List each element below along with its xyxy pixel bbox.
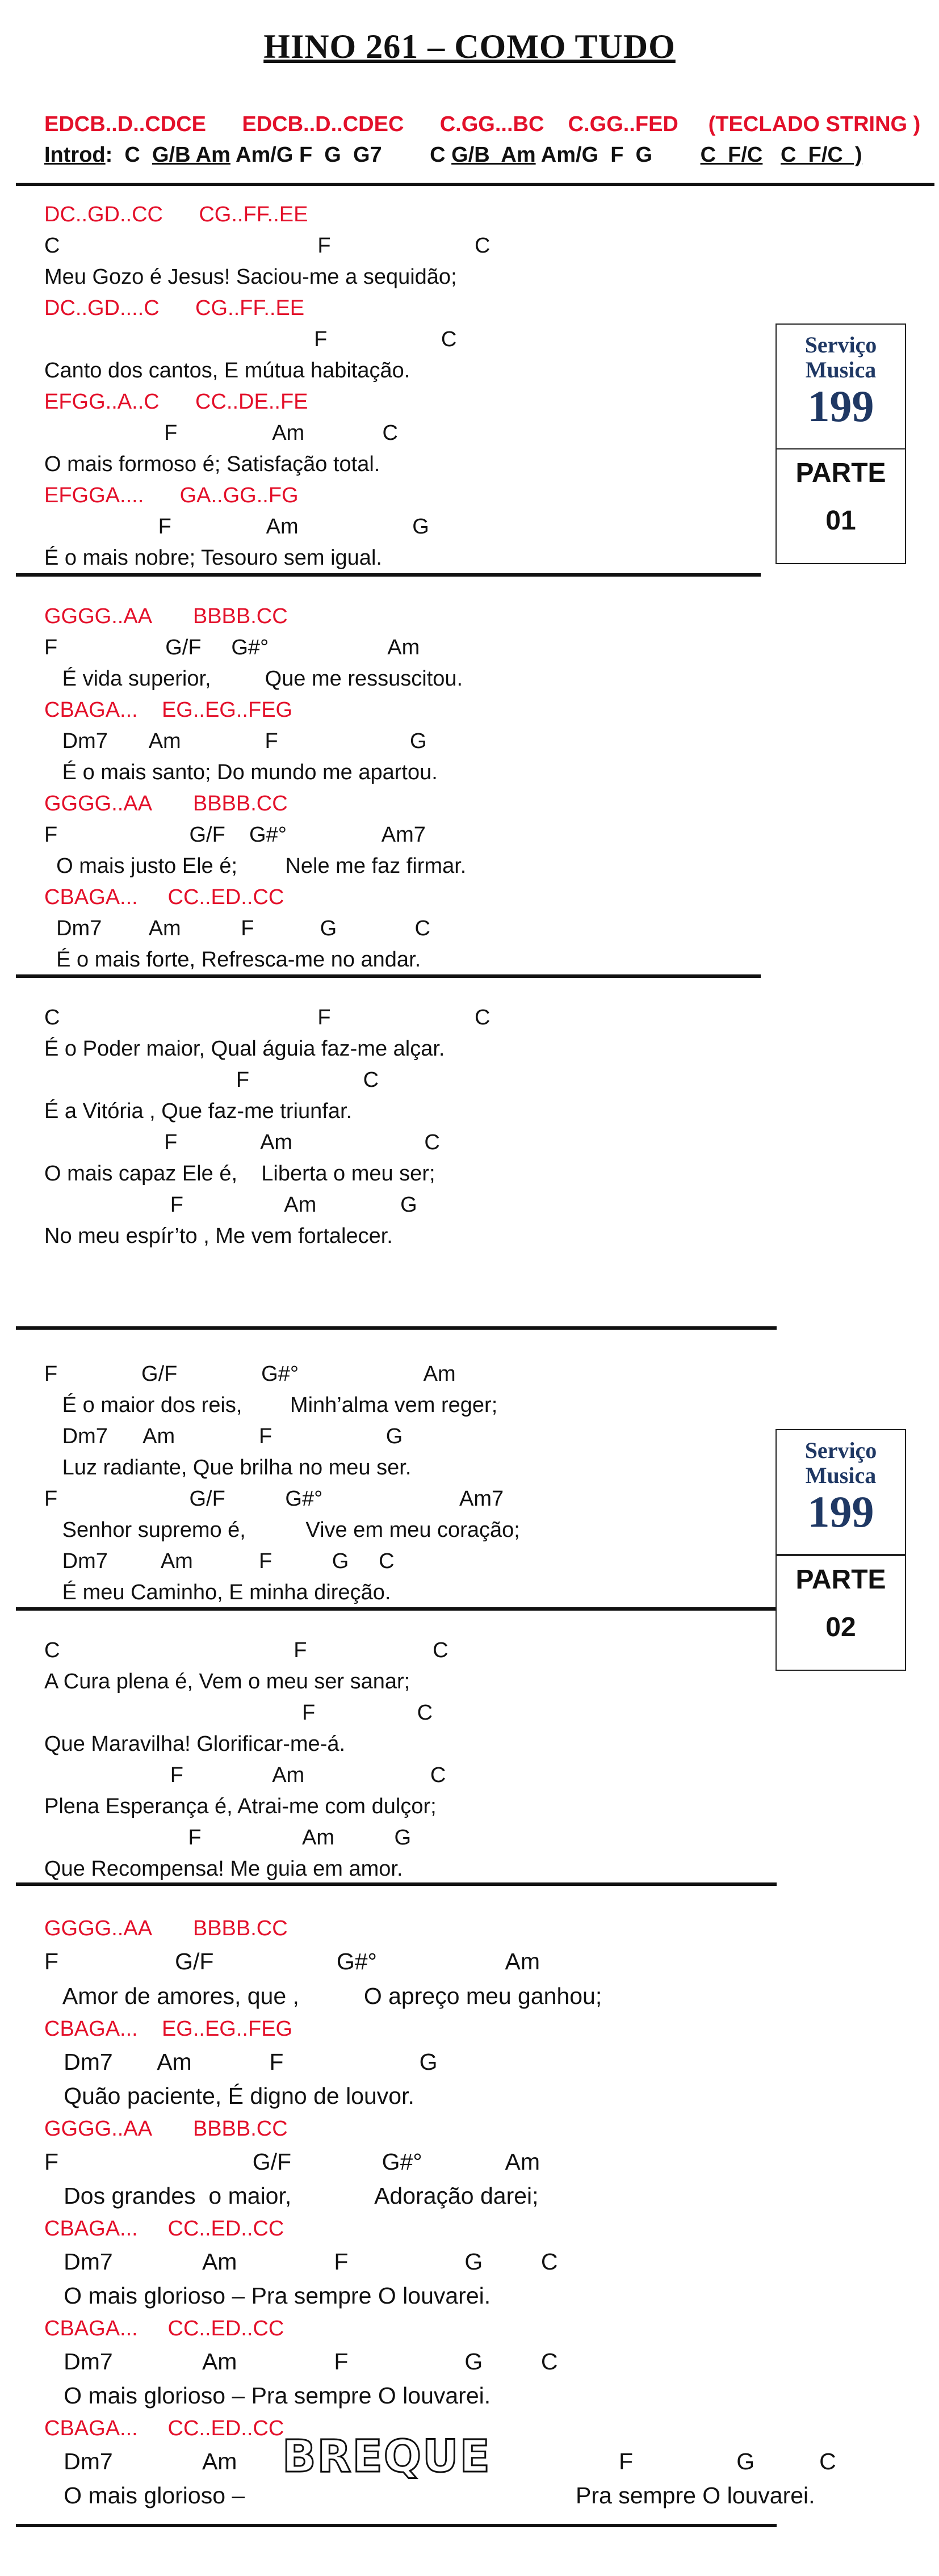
chord-line: Dm7 Am F G xyxy=(44,729,427,753)
lyric-line: O mais glorioso – Pra sempre O louvarei. xyxy=(44,2283,491,2309)
intro-chord-part: : C xyxy=(105,143,152,167)
breque-label: BREQUE xyxy=(282,2431,491,2482)
note-line: CBAGA... CC..ED..CC xyxy=(44,885,284,909)
lyric-line: Amor de amores, que , O apreço meu ganhou; xyxy=(44,1983,602,2009)
intro-chord-part: G/B Am xyxy=(152,143,230,167)
chord-line: C F C xyxy=(44,1638,448,1662)
chord-line: F C xyxy=(44,1068,379,1092)
intro-label: Introd xyxy=(44,143,106,167)
chord-line: F G/F G#° Am xyxy=(44,636,420,659)
badge-line: Serviço xyxy=(804,332,877,358)
chord-line: F Am C xyxy=(44,1763,446,1787)
intro-chord-part: Am/G F G xyxy=(535,143,701,167)
note-line: CBAGA... EG..EG..FEG xyxy=(44,2017,293,2041)
breque-chord-line: F G C xyxy=(619,2448,836,2474)
breque-lyric-line: Pra sempre O louvarei. xyxy=(576,2482,815,2508)
lyric-line: O mais justo Ele é; Nele me faz firmar. xyxy=(44,854,467,878)
note-line: EFGG..A..C CC..DE..FE xyxy=(44,390,308,414)
lyric-line: Que Maravilha! Glorificar-me-á. xyxy=(44,1732,346,1756)
note-line: GGGG..AA BBBB.CC xyxy=(44,2117,288,2141)
chord-line: Dm7 Am F G C xyxy=(44,1549,395,1573)
note-line: GGGG..AA BBBB.CC xyxy=(44,792,288,816)
lyric-line: Luz radiante, Que brilha no meu ser. xyxy=(44,1456,412,1480)
part-number: 02 xyxy=(825,1612,856,1642)
lyric-line: É a Vitória , Que faz-me triunfar. xyxy=(44,1099,353,1123)
lyric-line: O mais glorioso – xyxy=(44,2482,245,2508)
part-label-box xyxy=(775,1555,906,1671)
lyric-line: O mais capaz Ele é, Liberta o meu ser; xyxy=(44,1162,435,1186)
badge-line: Serviço xyxy=(804,1438,877,1463)
note-line: GGGG..AA BBBB.CC xyxy=(44,1917,288,1940)
chord-line: F G/F G#° Am7 xyxy=(44,823,426,847)
intro-chord-part: Am/G F G G7 C xyxy=(230,143,452,167)
chord-line: C F C xyxy=(44,234,491,258)
divider xyxy=(16,1882,777,1886)
servico-musica-badge xyxy=(775,323,906,449)
lyric-line: É o maior dos reis, Minh’alma vem reger; xyxy=(44,1393,498,1417)
lyric-line: Meu Gozo é Jesus! Saciou-me a sequidão; xyxy=(44,265,457,289)
chord-line: Dm7 Am F G xyxy=(44,1424,403,1448)
chord-line: Dm7 Am F G xyxy=(44,2049,438,2075)
note-line: CBAGA... CC..ED..CC xyxy=(44,2217,284,2241)
part-label: PARTE xyxy=(795,458,886,488)
chord-line: F Am G xyxy=(44,515,429,539)
divider xyxy=(16,2524,777,2527)
lyric-line: O mais glorioso – Pra sempre O louvarei. xyxy=(44,2382,491,2409)
chord-line: F Am G xyxy=(44,1826,412,1850)
badge-number: 199 xyxy=(807,1487,874,1536)
lyric-line: É meu Caminho, E minha direção. xyxy=(44,1581,391,1604)
part-label: PARTE xyxy=(795,1565,886,1595)
lyric-line: O mais formoso é; Satisfação total. xyxy=(44,452,380,476)
lyric-line: Quão paciente, É digno de louvor. xyxy=(44,2083,414,2109)
chord-line: F C xyxy=(44,1701,433,1725)
note-line: CBAGA... EG..EG..FEG xyxy=(44,698,293,722)
lyric-line: Senhor supremo é, Vive em meu coração; xyxy=(44,1518,520,1542)
chord-line: F Am G xyxy=(44,1193,417,1217)
chord-line: Dm7 Am xyxy=(44,2448,237,2474)
page-title: HINO 261 – COMO TUDO xyxy=(263,28,676,65)
intro-chord-part: G/B Am xyxy=(451,143,536,167)
chord-line: F G/F G#° Am xyxy=(44,1948,540,1974)
intro-chord-part: C F/C ) xyxy=(781,143,862,167)
lyric-line: É o mais nobre; Tesouro sem igual. xyxy=(44,546,382,570)
divider xyxy=(16,1607,777,1611)
chord-line: F Am C xyxy=(44,1131,440,1154)
note-line: DC..GD....C CG..FF..EE xyxy=(44,296,305,320)
divider xyxy=(16,974,761,978)
intro-notes-line: EDCB..D..CDCE EDCB..D..CDEC C.GG...BC C.GG..FED (TECLADO STRING ) xyxy=(44,112,921,136)
chord-line: F G/F G#° Am7 xyxy=(44,1487,504,1511)
chord-line: F G/F G#° Am xyxy=(44,1362,456,1386)
badge-line: Musica xyxy=(805,1463,877,1488)
intro-chords-line xyxy=(44,142,862,168)
lyric-line: Dos grandes o maior, Adoração darei; xyxy=(44,2183,539,2209)
chord-line: Dm7 Am F G C xyxy=(44,917,430,940)
lyric-line: É o mais forte, Refresca-me no andar. xyxy=(44,948,421,972)
note-line: CBAGA... CC..ED..CC xyxy=(44,2317,284,2340)
note-line: CBAGA... CC..ED..CC xyxy=(44,2417,284,2440)
lyric-line: É vida superior, Que me ressuscitou. xyxy=(44,667,463,691)
chord-line: F Am C xyxy=(44,421,398,445)
intro-chord-part: C F/C xyxy=(700,143,763,167)
part-label-box xyxy=(775,448,906,564)
lyric-line: A Cura plena é, Vem o meu ser sanar; xyxy=(44,1670,410,1693)
chord-line: Dm7 Am F G C xyxy=(44,2348,558,2375)
note-line: GGGG..AA BBBB.CC xyxy=(44,604,288,628)
chord-line: F C xyxy=(44,327,457,351)
intro-chord-part xyxy=(762,143,781,167)
divider xyxy=(16,183,934,186)
part-number: 01 xyxy=(825,506,856,536)
note-line: DC..GD..CC CG..FF..EE xyxy=(44,203,308,226)
chord-line: Dm7 Am F G C xyxy=(44,2249,558,2275)
servico-musica-badge xyxy=(775,1429,906,1555)
lyric-line: Plena Esperança é, Atrai-me com dulçor; xyxy=(44,1795,437,1818)
divider xyxy=(16,573,761,577)
lyric-line: É o Poder maior, Qual águia faz-me alçar. xyxy=(44,1037,445,1061)
lyric-line: No meu espír’to , Me vem fortalecer. xyxy=(44,1224,393,1248)
note-line: EFGGA.... GA..GG..FG xyxy=(44,484,299,507)
lyric-line: Que Recompensa! Me guia em amor. xyxy=(44,1857,403,1881)
lyric-line: Canto dos cantos, E mútua habitação. xyxy=(44,359,410,383)
chord-line: C F C xyxy=(44,1006,491,1029)
lyric-line: É o mais santo; Do mundo me apartou. xyxy=(44,760,438,784)
divider xyxy=(16,1326,777,1330)
badge-line: Musica xyxy=(805,357,877,383)
badge-number: 199 xyxy=(807,381,874,431)
chord-line: F G/F G#° Am xyxy=(44,2149,540,2175)
